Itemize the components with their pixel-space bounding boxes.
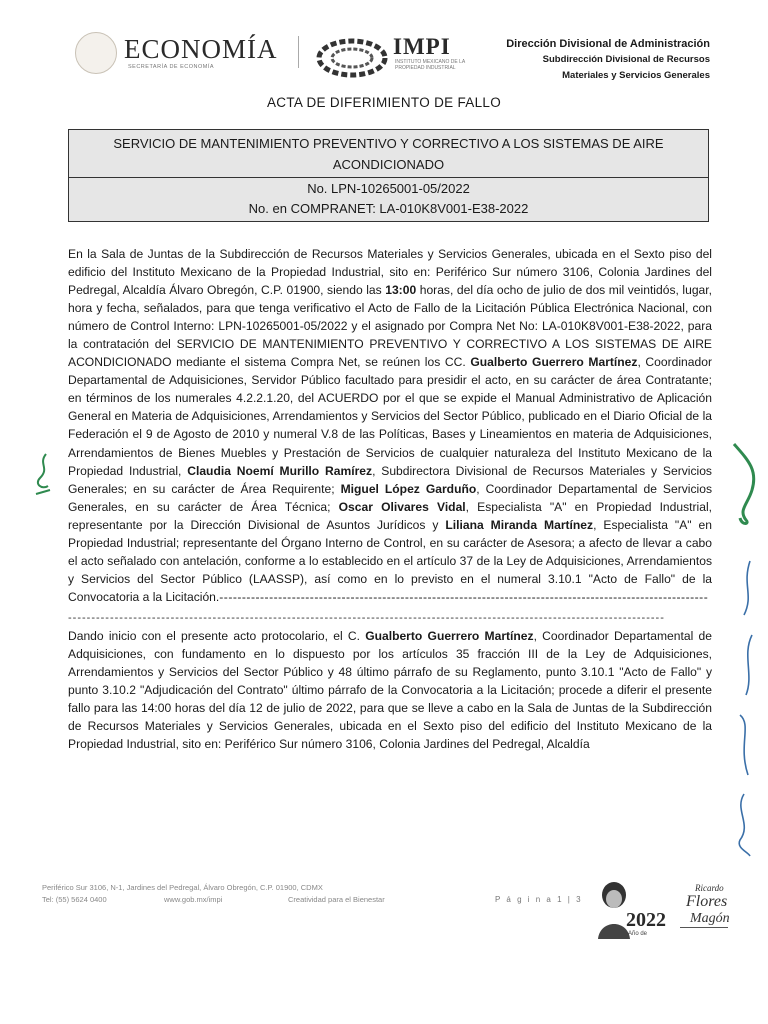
text-run: , Especialista "A" en Propiedad Industrial, representante por la Dirección Divisional de Asuntos Jurídicos y — [68, 499, 713, 532]
signature-right-middle-icon — [730, 555, 764, 785]
text-run: , Subdirectora Divisional de Recursos Materiales y Servicios Generales; en su carácter de Área Requirente; — [68, 463, 712, 496]
text-run: En la Sala de Juntas de la Subdirección de Recursos Materiales y Servicios Generales, ubicada en el Sexto piso del edificio del Instituto Mexicano de la Propiedad Industrial, sito en: Periférico Sur número 3106, Colonia Jardines del Pedregal, Alcaldía Álvaro Obregón, C.P. 01900, siendo las — [68, 247, 712, 298]
signature-right-bottom-icon — [728, 790, 762, 860]
flores-text: Flores — [686, 893, 728, 910]
page-footer — [0, 875, 768, 955]
bold-name: Gualberto Guerrero Martínez — [470, 355, 638, 370]
paragraph-2 — [68, 627, 712, 753]
footer-underline — [680, 927, 728, 928]
document-body — [68, 245, 712, 753]
direction-line-1: Dirección Divisional de Administración — [506, 38, 710, 50]
issuing-office — [506, 36, 710, 84]
impi-logo-text: IMPI — [393, 34, 451, 59]
signature-initials-left-icon — [28, 450, 58, 500]
service-description-row — [69, 130, 708, 178]
bold-name: Liliana Miranda Martínez — [445, 517, 594, 532]
text-run: , Coordinador Departamental de Adquisiciones, Servidor Público facultado para presidir el acto, en su carácter de área Contratante; en términos de los numerales 4.2.2.1.20, del ACUERDO por el que se expide el Manual Administrativo de Aplicación General en Materia de Adquisiciones, Arrendamientos y Servicios del Sector Público, publicado en el Diario Oficial de la Federación el 9 de Agosto de 2010 y numeral V.8 de las Políticas, Bases y Lineamientos en materia de Adquisiciones, Arrendamientos de Bienes Muebles y Prestación de Servicios de cualquier naturaleza del Instituto Mexicano de la Propiedad Industrial, — [68, 355, 712, 478]
document-title: ACTA DE DIFERIMIENTO DE FALLO — [267, 95, 501, 110]
page-number: P á g i n a 1 | 3 — [495, 895, 583, 904]
year-subtitle: Año de — [628, 931, 648, 937]
dash-fill: ------------------------------------------------------------------------------------------------------------ — [219, 589, 709, 604]
direction-line-3: Materiales y Servicios Generales — [562, 70, 710, 81]
text-run: , Coordinador Departamental de Adquisiciones, con fundamento en lo dispuesto por los artículos 35 fracción III de la Ley de Adquisiciones, Arrendamientos y Servicios del Sector Público y 48 último párrafo de su Reglamento, punto 3.10.1 "Acto de Fallo" y punto 3.10.2 "Adjudicación del Contrato" último párrafo de la Convocatoria a la Licitación; procede a diferir el presente fallo para las 14:00 horas del día 12 de julio de 2022, para que se lleve a cabo en la Sala de Juntas de la Subdirección de Recursos Materiales y Servicios Generales, ubicada en el Sexto piso del edificio del Instituto Mexicano de la Propiedad Industrial, sito en: Periférico Sur número 3106, Colonia Jardines del Pedregal, Alcaldía — [68, 628, 712, 752]
footer-website: www.gob.mx/impi — [164, 895, 223, 904]
paragraph-1 — [68, 245, 712, 606]
ricardo-text: Ricardo — [695, 883, 724, 893]
bold-time: 13:00 — [385, 283, 417, 298]
economia-logo: ECONOMÍA — [124, 34, 278, 64]
letterhead — [0, 0, 768, 95]
year-2022: 2022 — [626, 909, 666, 931]
text-run: Dando inicio con el presente acto protocolario, el C. — [68, 628, 366, 643]
direction-line-2: Subdirección Divisional de Recursos — [542, 54, 710, 65]
footer-slogan: Creatividad para el Bienestar — [288, 895, 385, 904]
text-run: , Especialista "A" en Propiedad Industrial; representante del Órgano Interno de Control, en su carácter de Asesora; a afecto de llevar a cabo el acto señalado con antelación, conforme a lo establecido en el artículo 37 de la Ley de Adquisiciones, Arrendamientos y Servicios del Sector Público (LAASSP), así como en lo previsto en el numeral 3.10.1 "Acto de Fallo" de la Convocatoria a la Licitación. — [68, 517, 713, 604]
tender-number: No. LPN-10265001-05/2022 — [307, 181, 470, 196]
footer-address: Periférico Sur 3106, N-1, Jardines del Pedregal, Álvaro Obregón, C.P. 01900, CDMX — [42, 883, 323, 892]
text-run: , Coordinador Departamental de Servicios Generales, en su carácter de Área Técnica; — [68, 481, 712, 514]
footer-phone: Tel: (55) 5624 0400 — [42, 895, 107, 904]
bold-name: Oscar Olivares Vidal — [338, 499, 466, 514]
compranet-number: No. en COMPRANET: LA-010K8V001-E38-2022 — [248, 201, 529, 216]
logo-divider — [298, 36, 299, 68]
magon-text: Magón — [690, 911, 730, 926]
mexico-seal-icon — [75, 32, 117, 74]
service-line-2: ACONDICIONADO — [332, 157, 445, 172]
signature-initials-right-top-icon — [728, 440, 764, 530]
bold-name: Miguel López Garduño — [340, 481, 477, 496]
impi-logo-icon — [316, 36, 388, 80]
bold-name: Gualberto Guerrero Martínez — [365, 628, 534, 643]
tender-numbers-row — [69, 178, 708, 221]
tender-info-table — [68, 129, 709, 222]
text-run: horas, del día ocho de julio de dos mil veintidós, lugar, hora y fecha, señalados, para que tenga verificativo el Acto de Fallo de la Licitación Pública Electrónica Nacional, con número de Control Interno: LPN-10265001-05/2022 y el asignado por Compra Net No: LA-010K8V001-E38-2022, para la contratación del SERVICIO DE MANTENIMIENTO PREVENTIVO Y CORRECTIVO A LOS SISTEMAS DE AIRE ACONDICIONADO mediante el sistema Compra Net, se reúnen los CC. — [68, 283, 712, 370]
impi-logo-subtitle: INSTITUTO MEXICANO DE LA PROPIEDAD INDUSTRIAL — [395, 59, 465, 71]
bold-name: Claudia Noemí Murillo Ramírez — [187, 463, 373, 478]
economia-logo-subtitle: SECRETARÍA DE ECONOMÍA — [128, 64, 215, 70]
separator-line: -------------------------------------------------------------------------------------------------------------------------------- — [68, 611, 665, 624]
service-line-1: SERVICIO DE MANTENIMIENTO PREVENTIVO Y CORRECTIVO A LOS SISTEMAS DE AIRE — [113, 136, 664, 151]
